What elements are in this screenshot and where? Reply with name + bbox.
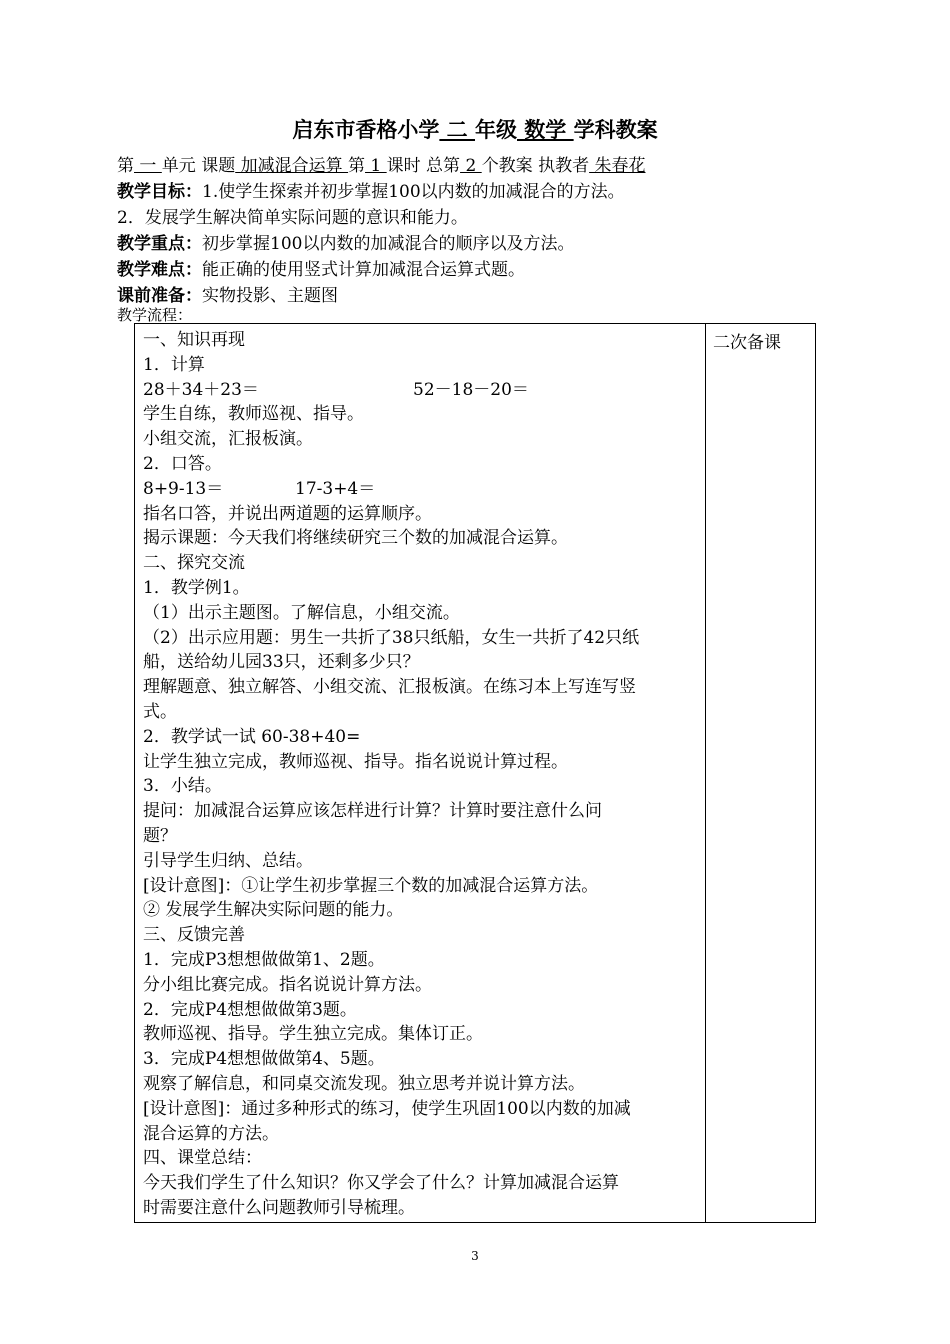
content-line: 1．计算 <box>143 354 205 375</box>
content-line: 3．完成P4想想做做第4、5题。 <box>143 1049 385 1070</box>
design-intent-line: [设计意图]：①让学生初步掌握三个数的加减混合运算方法。 <box>143 875 599 896</box>
content-line: 教师巡视、指导。学生独立完成。集体订正。 <box>143 1024 483 1045</box>
objectives-text-1: 1.使学生探索并初步掌握100以内数的加减混合的方法。 <box>202 182 625 202</box>
unit-suffix: 单元 课题 <box>161 156 236 176</box>
objectives-line <box>117 177 625 202</box>
equation-line <box>143 477 705 502</box>
period-prefix: 第 <box>348 156 366 176</box>
school-name: 启东市香格小学 <box>292 118 440 142</box>
unit-value: 一 <box>134 156 162 176</box>
content-line: 揭示课题：今天我们将继续研究三个数的加减混合运算。 <box>143 528 568 549</box>
difficulty-line <box>117 255 525 280</box>
content-line: 今天我们学生了什么知识？你又学会了什么？计算加减混合运算 <box>143 1173 619 1194</box>
lesson-process-table <box>134 323 816 1223</box>
content-line: 2．完成P4想想做做第3题。 <box>143 999 357 1020</box>
content-line: ② 发展学生解决实际问题的能力。 <box>143 900 404 921</box>
key-points-label: 教学重点： <box>117 234 202 254</box>
content-line: 理解题意、独立解答、小组交流、汇报板演。在练习本上写连写竖 <box>143 677 636 698</box>
process-content-cell <box>135 324 706 1223</box>
content-line: 时需要注意什么问题教师引导梳理。 <box>143 1197 415 1218</box>
secondary-prep-heading: 二次备课 <box>713 333 781 353</box>
page-number: 3 <box>471 1249 479 1263</box>
section-heading: 四、课堂总结： <box>143 1148 262 1169</box>
subject-value: 数学 <box>517 118 574 142</box>
content-line: （2）出示应用题：男生一共折了38只纸船，女生一共折了42只纸 <box>143 627 640 648</box>
content-line: 指名口答，并说出两道题的运算顺序。 <box>143 503 432 524</box>
content-line: 1．教学例1。 <box>143 577 250 598</box>
content-line: 3．小结。 <box>143 776 222 797</box>
equation: 8+9-13＝ <box>143 478 224 499</box>
total-suffix: 个教案 执教者 <box>481 156 590 176</box>
difficulty-text: 能正确的使用竖式计算加减混合运算式题。 <box>202 260 525 280</box>
design-intent-line: [设计意图]：通过多种形式的练习，使学生巩固100以内数的加减 <box>143 1098 631 1119</box>
teacher-name: 朱春花 <box>589 156 646 176</box>
grade-value: 二 <box>439 118 475 142</box>
content-line: 提问：加减混合运算应该怎样进行计算？计算时要注意什么问 <box>143 801 602 822</box>
equation: 28＋34＋23＝ <box>143 379 259 400</box>
difficulty-label: 教学难点： <box>117 260 202 280</box>
content-line: 混合运算的方法。 <box>143 1123 279 1144</box>
title-suffix: 学科教案 <box>573 118 658 142</box>
content-line: 让学生独立完成，教师巡视、指导。指名说说计算过程。 <box>143 751 568 772</box>
equation-line <box>143 378 705 403</box>
section-heading: 一、知识再现 <box>143 330 245 350</box>
period-suffix: 课时 总第 <box>386 156 461 176</box>
objectives-label: 教学目标： <box>117 182 202 202</box>
content-line: 船，送给幼儿园33只，还剩多少只？ <box>143 652 420 673</box>
lesson-info-line <box>117 151 646 176</box>
unit-prefix: 第 <box>117 156 134 176</box>
section-heading: 二、探究交流 <box>143 553 245 574</box>
period-value: 1 <box>365 156 387 176</box>
content-line: 1．完成P3想想做做第1、2题。 <box>143 949 385 970</box>
title-grade-label: 年级 <box>475 118 517 142</box>
objectives-line-2: 2．发展学生解决简单实际问题的意识和能力。 <box>117 208 468 228</box>
secondary-prep-cell <box>706 324 816 1223</box>
content-line: 分小组比赛完成。指名说说计算方法。 <box>143 974 432 995</box>
preparation-line <box>117 281 338 306</box>
content-line: （1）出示主题图。了解信息，小组交流。 <box>143 602 460 623</box>
preparation-label: 课前准备： <box>117 286 202 306</box>
total-value: 2 <box>460 156 482 176</box>
lesson-title: 加减混合运算 <box>235 156 349 176</box>
content-line: 观察了解信息，和同桌交流发现。独立思考并说计算方法。 <box>143 1073 585 1094</box>
equation: 17-3+4＝ <box>295 478 376 499</box>
key-points-line <box>117 229 574 254</box>
process-label: 教学流程： <box>117 306 193 324</box>
content-line: 学生自练，教师巡视、指导。 <box>143 404 364 425</box>
content-line: 题？ <box>143 825 177 846</box>
section-heading: 三、反馈完善 <box>143 925 245 946</box>
content-line: 小组交流，汇报板演。 <box>143 429 313 450</box>
key-points-text: 初步掌握100以内数的加减混合的顺序以及方法。 <box>202 234 575 254</box>
equation: 52－18－20＝ <box>413 379 529 400</box>
content-line: 2．教学试一试 60-38+40= <box>143 726 361 747</box>
document-title <box>0 114 950 144</box>
content-line: 引导学生归纳、总结。 <box>143 850 313 871</box>
content-line: 式。 <box>143 701 177 722</box>
content-line: 2．口答。 <box>143 453 222 474</box>
preparation-text: 实物投影、主题图 <box>202 286 338 306</box>
